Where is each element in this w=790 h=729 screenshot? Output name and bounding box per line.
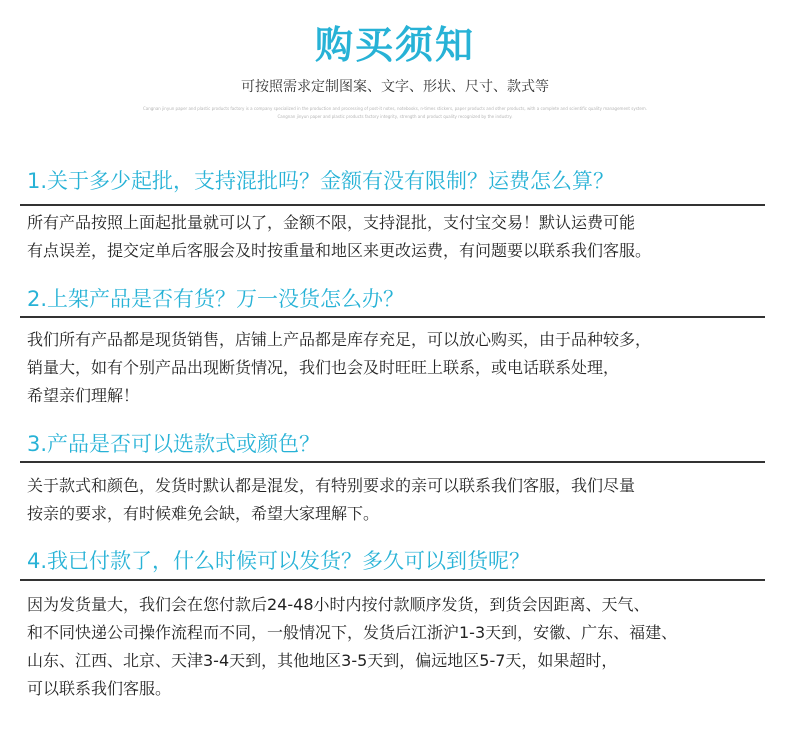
section-divider-1 [20, 204, 765, 206]
faq-answer-1 [27, 209, 777, 265]
faq-question-3: 3.产品是否可以选款式或颜色？ [27, 432, 321, 456]
faq-answer-4 [27, 591, 777, 703]
answer-line: 按亲的要求，有时候难免会缺，希望大家理解下。 [27, 504, 380, 523]
fine-print-line-1: Cangnan jinyun paper and plastic products factory is a company specialized in the production and processing of post-it notes, notebooks, n-times stickers, paper products and other products, with a complete and scientific quality management system. [142, 106, 648, 111]
fine-print-line-2: Cangnan jinyun paper and plastic products factory integrity, strength and product quality recognized by the industry. [277, 114, 513, 119]
faq-answer-3 [27, 472, 777, 528]
answer-line: 可以联系我们客服。 [27, 679, 172, 698]
answer-line: 有点误差，提交定单后客服会及时按重量和地区来更改运费，有问题要以联系我们客服。 [27, 241, 652, 260]
answer-line: 希望亲们理解！ [27, 386, 140, 405]
answer-line: 和不同快递公司操作流程而不同，一般情况下，发货后江浙沪1-3天到，安徽、广东、福建、 [27, 623, 678, 642]
section-divider-2 [20, 316, 765, 318]
faq-answer-2 [27, 326, 777, 410]
answer-line: 所有产品按照上面起批量就可以了，金额不限，支持混批，支付宝交易！默认运费可能 [27, 213, 636, 232]
page-title: 购买须知 [314, 23, 475, 67]
faq-question-2: 2.上架产品是否有货？万一没货怎么办？ [27, 287, 405, 311]
faq-question-4: 4.我已付款了，什么时候可以发货？多久可以到货呢？ [27, 549, 531, 573]
answer-line: 山东、江西、北京、天津3-4天到，其他地区3-5天到，偏远地区5-7天，如果超时， [27, 651, 618, 670]
section-divider-4 [20, 579, 765, 581]
answer-line: 关于款式和颜色，发货时默认都是混发，有特别要求的亲可以联系我们客服，我们尽量 [27, 476, 636, 495]
faq-question-1: 1.关于多少起批，支持混批吗？金额有没有限制？运费怎么算？ [27, 169, 615, 193]
answer-line: 我们所有产品都是现货销售，店铺上产品都是库存充足，可以放心购买，由于品种较多， [27, 330, 652, 349]
page-subtitle: 可按照需求定制图案、文字、形状、尺寸、款式等 [241, 79, 549, 95]
answer-line: 销量大，如有个别产品出现断货情况，我们也会及时旺旺上联系，或电话联系处理， [27, 358, 620, 377]
answer-line: 因为发货量大，我们会在您付款后24-48小时内按付款顺序发货，到货会因距离、天气、 [27, 595, 650, 614]
section-divider-3 [20, 461, 765, 463]
